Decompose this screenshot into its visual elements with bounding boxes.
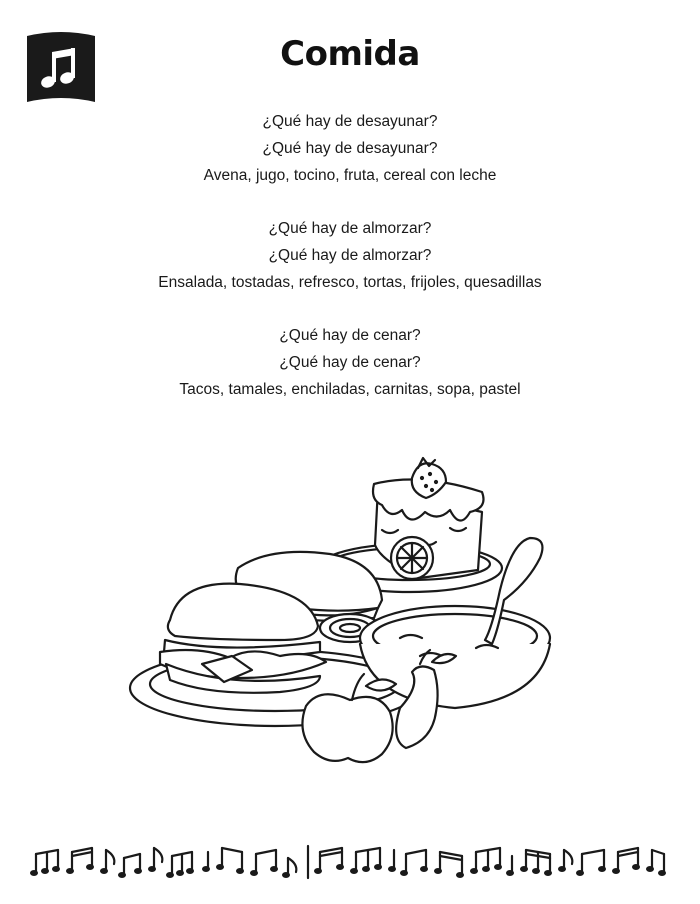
lyric-line: ¿Qué hay de almorzar? [268,247,432,264]
stanza-breakfast [0,108,700,189]
food-illustration [120,450,580,780]
lyric-line: ¿Qué hay de desayunar? [262,113,438,130]
lyrics [0,108,700,429]
page-title: Comida [280,34,420,74]
lyric-line: ¿Qué hay de almorzar? [268,220,432,237]
lyric-line: ¿Qué hay de desayunar? [262,140,438,157]
stanza-lunch [0,215,700,296]
lyric-line: Avena, jugo, tocino, fruta, cereal con leche [203,167,497,184]
orange-slice-icon [391,537,433,579]
stanza-dinner [0,322,700,403]
music-notes-border-icon [30,838,670,888]
lyric-line: Tacos, tamales, enchiladas, carnitas, sopa, pastel [179,381,521,398]
lyric-line: ¿Qué hay de cenar? [279,327,421,344]
lyric-line: ¿Qué hay de cenar? [279,354,421,371]
lyric-line: Ensalada, tostadas, refresco, tortas, frijoles, quesadillas [158,274,542,291]
